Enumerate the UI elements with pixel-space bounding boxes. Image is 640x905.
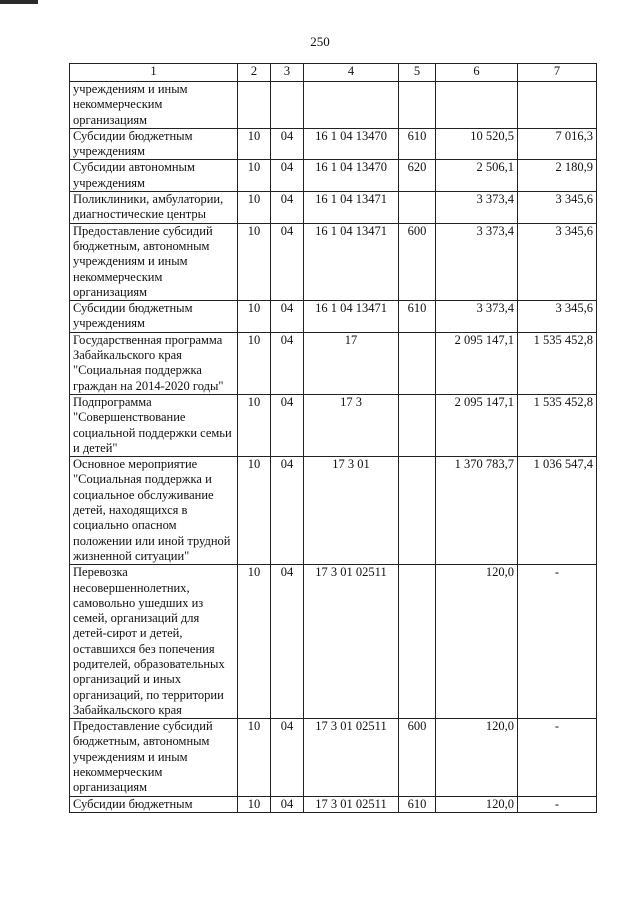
table-row	[70, 394, 597, 456]
row-sum-first-cell: 2 095 147,1	[436, 332, 518, 394]
table-row	[70, 192, 597, 224]
budget-table	[69, 63, 597, 813]
row-subsection-cell: 04	[271, 565, 304, 719]
row-name-cell: Субсидии бюджетным	[70, 796, 238, 812]
row-name-cell: Предоставление субсидий бюджетным, автономным учреждениям и иным некоммерческим организациям	[70, 223, 238, 300]
row-name-cell: Государственная программа Забайкальского края "Социальная поддержка граждан на 2014-2020 годы"	[70, 332, 238, 394]
row-subsection-cell: 04	[271, 796, 304, 812]
row-sum-second-cell: 1 535 452,8	[518, 394, 597, 456]
row-expense-type-cell	[399, 565, 436, 719]
row-sum-first-cell: 2 095 147,1	[436, 394, 518, 456]
table-row	[70, 160, 597, 192]
table-row	[70, 719, 597, 796]
column-header: 2	[238, 64, 271, 82]
row-target-article-cell: 17 3 01	[304, 457, 399, 565]
row-section-cell: 10	[238, 301, 271, 333]
column-header: 4	[304, 64, 399, 82]
row-target-article-cell: 16 1 04 13471	[304, 301, 399, 333]
table-row	[70, 82, 597, 129]
row-subsection-cell: 04	[271, 301, 304, 333]
row-target-article-cell: 17 3 01 02511	[304, 565, 399, 719]
table-row	[70, 128, 597, 160]
column-header: 6	[436, 64, 518, 82]
row-target-article-cell: 17 3 01 02511	[304, 796, 399, 812]
table-header-row	[70, 64, 597, 82]
row-target-article-cell: 16 1 04 13471	[304, 223, 399, 300]
row-section-cell: 10	[238, 223, 271, 300]
row-subsection-cell: 04	[271, 394, 304, 456]
row-sum-first-cell: 120,0	[436, 796, 518, 812]
row-target-article-cell: 16 1 04 13470	[304, 160, 399, 192]
row-sum-second-cell: 3 345,6	[518, 192, 597, 224]
row-target-article-cell: 17 3	[304, 394, 399, 456]
row-sum-first-cell: 2 506,1	[436, 160, 518, 192]
row-section-cell: 10	[238, 128, 271, 160]
row-sum-first-cell: 120,0	[436, 719, 518, 796]
row-expense-type-cell	[399, 332, 436, 394]
row-expense-type-cell	[399, 82, 436, 129]
row-target-article-cell: 17 3 01 02511	[304, 719, 399, 796]
scan-corner-mark	[0, 0, 38, 4]
row-name-cell: Предоставление субсидий бюджетным, автономным учреждениям и иным некоммерческим организациям	[70, 719, 238, 796]
row-section-cell: 10	[238, 394, 271, 456]
row-target-article-cell: 16 1 04 13470	[304, 128, 399, 160]
row-name-cell: Субсидии бюджетным учреждениям	[70, 128, 238, 160]
row-expense-type-cell	[399, 457, 436, 565]
row-section-cell: 10	[238, 332, 271, 394]
column-header: 7	[518, 64, 597, 82]
row-name-cell: Поликлиники, амбулатории, диагностические центры	[70, 192, 238, 224]
row-sum-second-cell: -	[518, 565, 597, 719]
row-sum-first-cell	[436, 82, 518, 129]
row-target-article-cell: 17	[304, 332, 399, 394]
row-sum-first-cell: 3 373,4	[436, 192, 518, 224]
column-header: 5	[399, 64, 436, 82]
row-expense-type-cell: 600	[399, 719, 436, 796]
row-section-cell: 10	[238, 796, 271, 812]
row-section-cell: 10	[238, 160, 271, 192]
row-subsection-cell: 04	[271, 192, 304, 224]
row-name-cell: Субсидии автономным учреждениям	[70, 160, 238, 192]
row-name-cell: Субсидии бюджетным учреждениям	[70, 301, 238, 333]
table-row	[70, 565, 597, 719]
row-expense-type-cell: 610	[399, 128, 436, 160]
table-row	[70, 796, 597, 812]
column-header: 1	[70, 64, 238, 82]
row-subsection-cell: 04	[271, 160, 304, 192]
row-subsection-cell: 04	[271, 457, 304, 565]
row-section-cell: 10	[238, 565, 271, 719]
row-sum-first-cell: 120,0	[436, 565, 518, 719]
row-sum-first-cell: 3 373,4	[436, 223, 518, 300]
row-section-cell: 10	[238, 192, 271, 224]
row-subsection-cell: 04	[271, 128, 304, 160]
row-expense-type-cell: 620	[399, 160, 436, 192]
row-name-cell: учреждениям и иным некоммерческим организациям	[70, 82, 238, 129]
row-section-cell: 10	[238, 457, 271, 565]
row-sum-second-cell: 1 535 452,8	[518, 332, 597, 394]
row-section-cell: 10	[238, 719, 271, 796]
table-row	[70, 301, 597, 333]
row-sum-second-cell: 7 016,3	[518, 128, 597, 160]
table-row	[70, 457, 597, 565]
row-name-cell: Подпрограмма "Совершенствование социальной поддержки семьи и детей"	[70, 394, 238, 456]
row-section-cell	[238, 82, 271, 129]
row-expense-type-cell	[399, 394, 436, 456]
row-sum-second-cell: -	[518, 796, 597, 812]
row-sum-second-cell: -	[518, 719, 597, 796]
table-body	[70, 82, 597, 813]
row-sum-first-cell: 1 370 783,7	[436, 457, 518, 565]
column-header: 3	[271, 64, 304, 82]
row-sum-second-cell: 2 180,9	[518, 160, 597, 192]
row-target-article-cell	[304, 82, 399, 129]
row-subsection-cell	[271, 82, 304, 129]
row-name-cell: Основное мероприятие "Социальная поддержка и социальное обслуживание детей, находящихся в социально опасном положении или иной трудной жизненной ситуации"	[70, 457, 238, 565]
row-expense-type-cell: 610	[399, 301, 436, 333]
row-expense-type-cell: 610	[399, 796, 436, 812]
row-sum-first-cell: 10 520,5	[436, 128, 518, 160]
row-sum-second-cell: 3 345,6	[518, 301, 597, 333]
row-subsection-cell: 04	[271, 719, 304, 796]
table-row	[70, 332, 597, 394]
row-sum-second-cell: 1 036 547,4	[518, 457, 597, 565]
table-row	[70, 223, 597, 300]
row-target-article-cell: 16 1 04 13471	[304, 192, 399, 224]
row-sum-second-cell: 3 345,6	[518, 223, 597, 300]
page-number: 250	[310, 34, 330, 49]
row-subsection-cell: 04	[271, 332, 304, 394]
row-expense-type-cell	[399, 192, 436, 224]
row-subsection-cell: 04	[271, 223, 304, 300]
row-sum-second-cell	[518, 82, 597, 129]
row-name-cell: Перевозка несовершеннолетних, самовольно ушедших из семей, организаций для детей-сирот и детей, оставшихся без попечения родителей, образовательных организаций и иных организаций, по территории Забайкальского края	[70, 565, 238, 719]
row-expense-type-cell: 600	[399, 223, 436, 300]
row-sum-first-cell: 3 373,4	[436, 301, 518, 333]
